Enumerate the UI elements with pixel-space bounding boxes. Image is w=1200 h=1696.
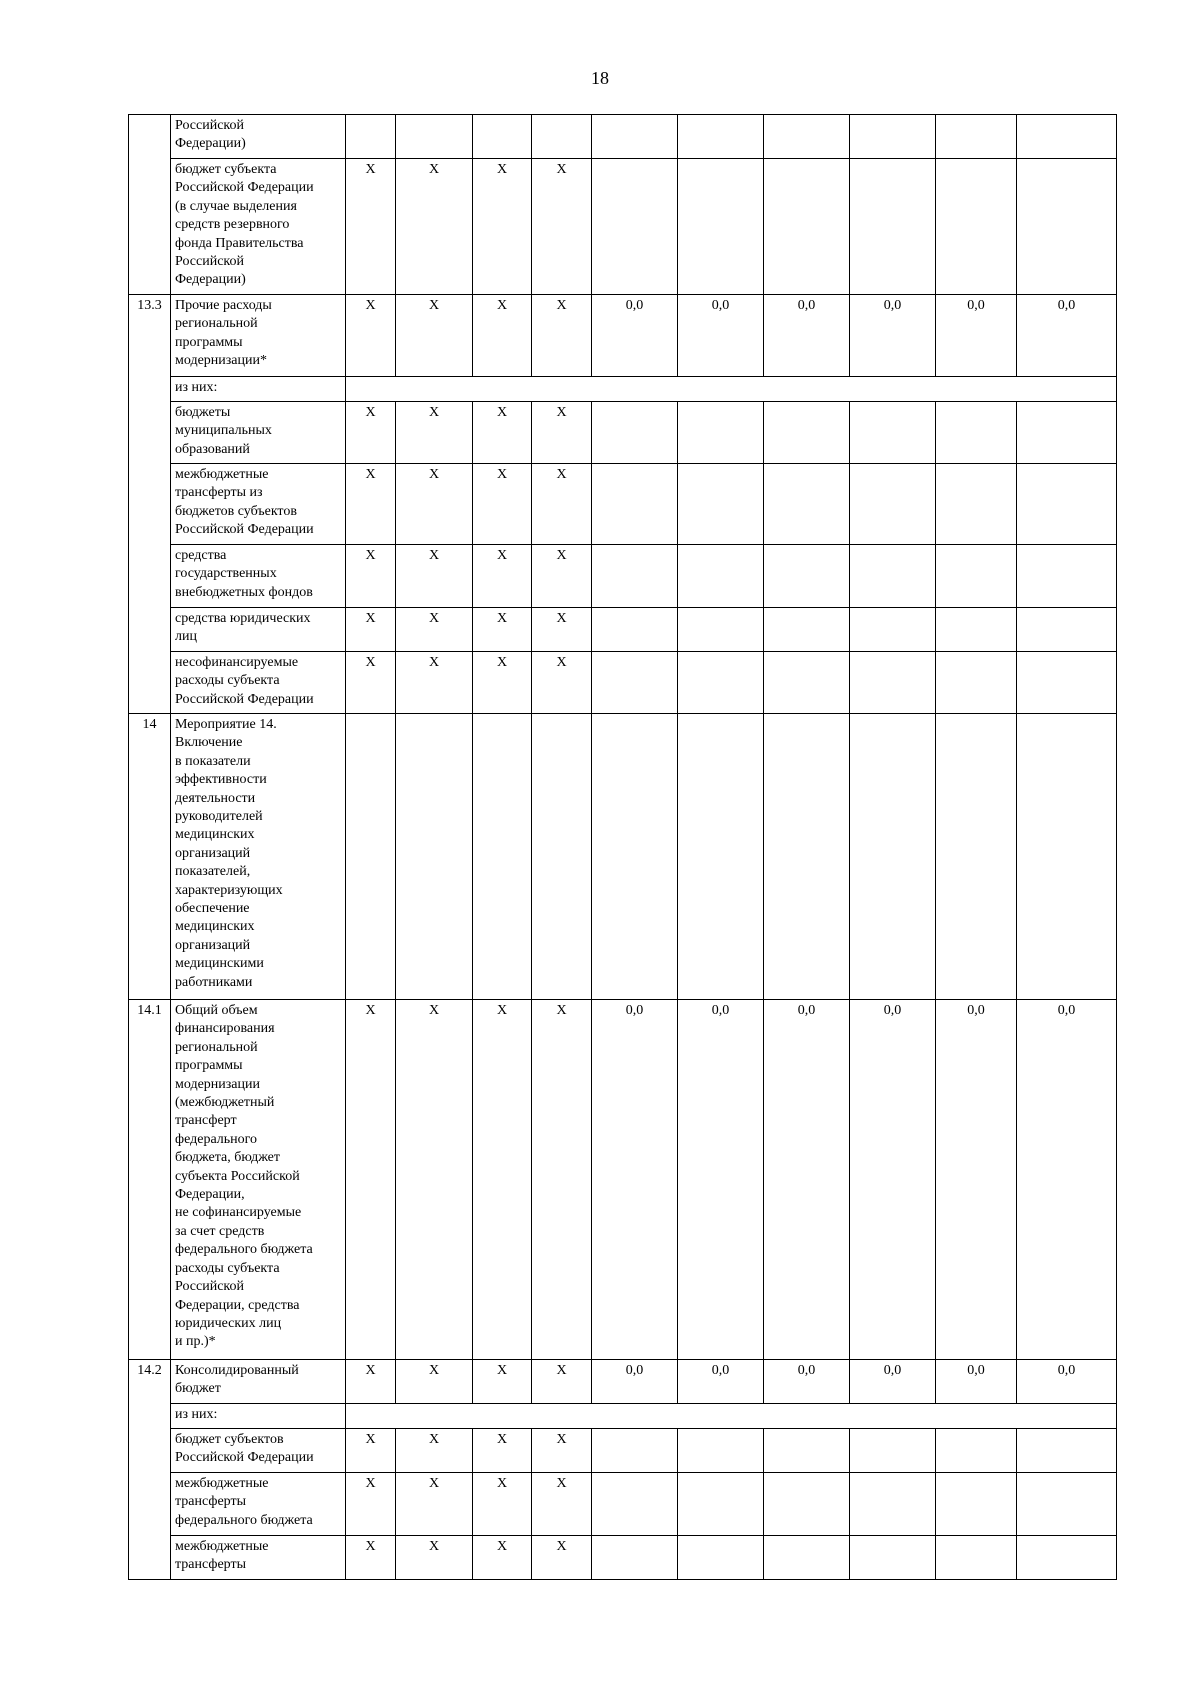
row-number-cell <box>129 377 171 402</box>
row-description-cell: Консолидированный бюджет <box>171 1360 346 1404</box>
table-row <box>129 1360 1117 1404</box>
x-mark-cell: X <box>346 1536 396 1580</box>
row-number-cell <box>129 1429 171 1473</box>
x-mark-cell: X <box>473 545 532 608</box>
x-mark-cell: X <box>532 545 592 608</box>
x-mark-cell: X <box>532 652 592 714</box>
table-row <box>129 1404 1117 1429</box>
value-cell <box>678 608 764 652</box>
value-cell <box>592 159 678 295</box>
table-row <box>129 464 1117 545</box>
x-mark-cell: X <box>473 402 532 464</box>
row-number-cell <box>129 1404 171 1429</box>
value-cell <box>1017 1429 1117 1473</box>
x-mark-cell: X <box>396 1536 473 1580</box>
x-mark-cell: X <box>346 159 396 295</box>
x-mark-cell: X <box>473 464 532 545</box>
table-row <box>129 159 1117 295</box>
value-cell <box>592 545 678 608</box>
row-number-cell <box>129 159 171 295</box>
table-row <box>129 295 1117 377</box>
row-description-cell: межбюджетные трансферты <box>171 1536 346 1580</box>
value-cell <box>678 1473 764 1536</box>
value-cell <box>1017 115 1117 159</box>
table-row <box>129 608 1117 652</box>
table-row <box>129 652 1117 714</box>
value-cell: 0,0 <box>850 1000 936 1360</box>
table-row <box>129 1000 1117 1360</box>
value-cell <box>936 1536 1017 1580</box>
row-number-cell <box>129 652 171 714</box>
row-description-cell: средства юридических лиц <box>171 608 346 652</box>
x-mark-cell: X <box>532 402 592 464</box>
row-number-cell <box>129 464 171 545</box>
x-mark-cell: X <box>346 1000 396 1360</box>
x-mark-cell: X <box>396 1429 473 1473</box>
x-mark-cell <box>396 115 473 159</box>
financing-table <box>128 114 1117 1580</box>
value-cell <box>678 714 764 1000</box>
x-mark-cell: X <box>532 295 592 377</box>
value-cell <box>678 652 764 714</box>
row-description-cell: средства государственных внебюджетных фондов <box>171 545 346 608</box>
x-mark-cell: X <box>396 159 473 295</box>
value-cell: 0,0 <box>936 1000 1017 1360</box>
row-description-cell: из них: <box>171 377 346 402</box>
value-cell <box>678 1429 764 1473</box>
value-cell <box>850 652 936 714</box>
value-cell <box>764 1473 850 1536</box>
value-cell <box>936 159 1017 295</box>
value-cell <box>764 608 850 652</box>
value-cell: 0,0 <box>678 1000 764 1360</box>
value-cell <box>1017 1536 1117 1580</box>
x-mark-cell <box>396 714 473 1000</box>
x-mark-cell: X <box>346 464 396 545</box>
row-description-cell: межбюджетные трансферты федерального бюджета <box>171 1473 346 1536</box>
page-number: 18 <box>591 68 609 88</box>
row-number-cell <box>129 1536 171 1580</box>
value-cell <box>764 1536 850 1580</box>
value-cell <box>850 1536 936 1580</box>
value-cell: 0,0 <box>592 1360 678 1404</box>
x-mark-cell: X <box>346 295 396 377</box>
value-cell <box>1017 608 1117 652</box>
row-number-cell: 14.1 <box>129 1000 171 1360</box>
x-mark-cell <box>346 115 396 159</box>
value-cell <box>592 608 678 652</box>
row-description-cell: из них: <box>171 1404 346 1429</box>
value-cell <box>592 1473 678 1536</box>
table-row <box>129 1473 1117 1536</box>
row-description-cell: бюджеты муниципальных образований <box>171 402 346 464</box>
value-cell <box>678 402 764 464</box>
value-cell <box>936 608 1017 652</box>
value-cell <box>850 608 936 652</box>
row-description-cell: Мероприятие 14. Включение в показатели эффективности деятельности руководителей медицинских организаций показателей, характеризующих обеспечение медицинских организаций медицинскими работниками <box>171 714 346 1000</box>
table-row <box>129 377 1117 402</box>
value-cell <box>850 464 936 545</box>
value-cell <box>678 1536 764 1580</box>
value-cell <box>850 545 936 608</box>
value-cell <box>764 115 850 159</box>
x-mark-cell: X <box>532 159 592 295</box>
value-cell <box>1017 1473 1117 1536</box>
value-cell <box>1017 402 1117 464</box>
x-mark-cell: X <box>396 1473 473 1536</box>
table-row <box>129 1429 1117 1473</box>
value-cell <box>850 1429 936 1473</box>
value-cell <box>936 652 1017 714</box>
x-mark-cell: X <box>396 1000 473 1360</box>
x-mark-cell: X <box>473 652 532 714</box>
value-cell <box>936 402 1017 464</box>
value-cell: 0,0 <box>764 1360 850 1404</box>
merged-empty-cell <box>346 377 1117 402</box>
row-number-cell <box>129 608 171 652</box>
value-cell <box>1017 464 1117 545</box>
x-mark-cell: X <box>346 608 396 652</box>
row-number-cell: 14 <box>129 714 171 1000</box>
row-description-cell: межбюджетные трансферты из бюджетов субъектов Российской Федерации <box>171 464 346 545</box>
x-mark-cell: X <box>473 295 532 377</box>
x-mark-cell: X <box>346 402 396 464</box>
x-mark-cell: X <box>473 1473 532 1536</box>
value-cell <box>592 714 678 1000</box>
value-cell <box>850 1473 936 1536</box>
value-cell <box>1017 159 1117 295</box>
value-cell: 0,0 <box>850 295 936 377</box>
row-description-cell: Российской Федерации) <box>171 115 346 159</box>
value-cell <box>936 115 1017 159</box>
x-mark-cell: X <box>473 608 532 652</box>
x-mark-cell: X <box>346 1360 396 1404</box>
value-cell <box>592 115 678 159</box>
value-cell <box>936 1473 1017 1536</box>
x-mark-cell: X <box>473 1429 532 1473</box>
value-cell <box>850 159 936 295</box>
x-mark-cell: X <box>532 1000 592 1360</box>
value-cell <box>678 464 764 545</box>
value-cell <box>764 714 850 1000</box>
value-cell: 0,0 <box>850 1360 936 1404</box>
value-cell <box>678 115 764 159</box>
x-mark-cell: X <box>346 545 396 608</box>
x-mark-cell: X <box>473 1000 532 1360</box>
x-mark-cell: X <box>532 464 592 545</box>
x-mark-cell: X <box>396 402 473 464</box>
table-row <box>129 714 1117 1000</box>
x-mark-cell: X <box>473 1360 532 1404</box>
value-cell: 0,0 <box>1017 1000 1117 1360</box>
value-cell <box>1017 545 1117 608</box>
value-cell <box>592 1429 678 1473</box>
x-mark-cell: X <box>396 1360 473 1404</box>
value-cell <box>764 402 850 464</box>
value-cell <box>678 545 764 608</box>
x-mark-cell: X <box>532 608 592 652</box>
value-cell <box>764 545 850 608</box>
row-description-cell: Прочие расходы региональной программы модернизации* <box>171 295 346 377</box>
row-description-cell: бюджет субъектов Российской Федерации <box>171 1429 346 1473</box>
x-mark-cell: X <box>396 464 473 545</box>
row-description-cell: Общий объем финансирования региональной программы модернизации (межбюджетный трансферт федерального бюджета, бюджет субъекта Российской Федерации, не софинансируемые за счет средств федерального бюджета расходы субъекта Российской Федерации, средства юридических лиц и пр.)* <box>171 1000 346 1360</box>
x-mark-cell: X <box>473 1536 532 1580</box>
value-cell <box>764 652 850 714</box>
x-mark-cell: X <box>396 295 473 377</box>
value-cell <box>936 545 1017 608</box>
x-mark-cell: X <box>532 1360 592 1404</box>
value-cell <box>850 402 936 464</box>
row-number-cell: 13.3 <box>129 295 171 377</box>
x-mark-cell <box>532 714 592 1000</box>
value-cell <box>592 464 678 545</box>
x-mark-cell: X <box>346 1429 396 1473</box>
x-mark-cell <box>473 115 532 159</box>
value-cell <box>592 402 678 464</box>
value-cell: 0,0 <box>764 295 850 377</box>
x-mark-cell: X <box>532 1473 592 1536</box>
x-mark-cell: X <box>532 1536 592 1580</box>
value-cell: 0,0 <box>678 1360 764 1404</box>
merged-empty-cell <box>346 1404 1117 1429</box>
table-row <box>129 1536 1117 1580</box>
row-number-cell <box>129 545 171 608</box>
table-row <box>129 115 1117 159</box>
x-mark-cell <box>473 714 532 1000</box>
row-description-cell: несофинансируемые расходы субъекта Российской Федерации <box>171 652 346 714</box>
x-mark-cell: X <box>396 608 473 652</box>
x-mark-cell <box>532 115 592 159</box>
value-cell <box>936 1429 1017 1473</box>
value-cell <box>850 714 936 1000</box>
x-mark-cell: X <box>396 545 473 608</box>
row-number-cell <box>129 115 171 159</box>
value-cell <box>1017 714 1117 1000</box>
value-cell <box>592 1536 678 1580</box>
value-cell: 0,0 <box>764 1000 850 1360</box>
x-mark-cell: X <box>346 652 396 714</box>
value-cell <box>850 115 936 159</box>
x-mark-cell: X <box>346 1473 396 1536</box>
x-mark-cell <box>346 714 396 1000</box>
value-cell: 0,0 <box>1017 295 1117 377</box>
row-description-cell: бюджет субъекта Российской Федерации (в случае выделения средств резервного фонда Правительства Российской Федерации) <box>171 159 346 295</box>
table-row <box>129 402 1117 464</box>
value-cell <box>1017 652 1117 714</box>
value-cell <box>936 464 1017 545</box>
x-mark-cell: X <box>532 1429 592 1473</box>
value-cell: 0,0 <box>592 295 678 377</box>
x-mark-cell: X <box>396 652 473 714</box>
value-cell: 0,0 <box>1017 1360 1117 1404</box>
value-cell: 0,0 <box>678 295 764 377</box>
row-number-cell <box>129 402 171 464</box>
value-cell <box>592 652 678 714</box>
x-mark-cell: X <box>473 159 532 295</box>
row-number-cell <box>129 1473 171 1536</box>
value-cell <box>936 714 1017 1000</box>
table-row <box>129 545 1117 608</box>
row-number-cell: 14.2 <box>129 1360 171 1404</box>
value-cell <box>678 159 764 295</box>
value-cell: 0,0 <box>936 1360 1017 1404</box>
value-cell <box>764 1429 850 1473</box>
value-cell <box>764 159 850 295</box>
value-cell <box>764 464 850 545</box>
value-cell: 0,0 <box>592 1000 678 1360</box>
value-cell: 0,0 <box>936 295 1017 377</box>
